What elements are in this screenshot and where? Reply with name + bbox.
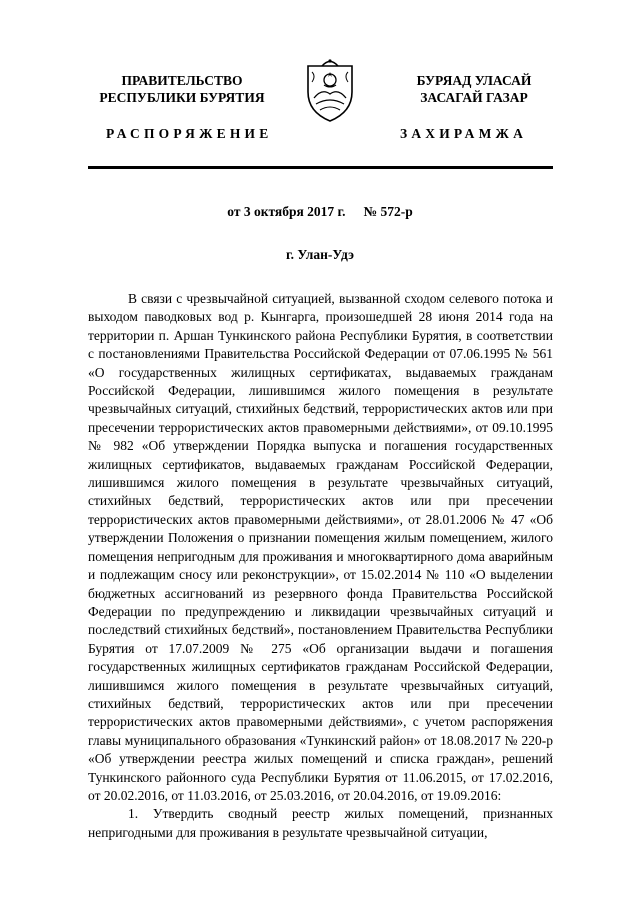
header-left-line2: РЕСПУБЛИКИ БУРЯТИЯ bbox=[99, 90, 265, 105]
header-right-line2: ЗАСАГАЙ ГАЗАР bbox=[420, 90, 528, 105]
document-type-russian: РАСПОРЯЖЕНИЕ bbox=[106, 126, 273, 141]
header-right-block bbox=[374, 72, 574, 106]
coat-of-arms-icon bbox=[302, 58, 358, 124]
document-city: г. Улан-Удэ bbox=[286, 247, 354, 262]
document-body bbox=[88, 290, 553, 842]
header-left-block bbox=[82, 72, 282, 106]
header-divider bbox=[88, 166, 553, 169]
paragraph-item-1: 1. Утвердить сводный реестр жилых помещений, признанных непригодными для проживания в результате чрезвычайной ситуации, bbox=[88, 806, 553, 840]
document-type-buryat: ЗАХИРАМЖА bbox=[400, 126, 528, 141]
header-left-line1: ПРАВИТЕЛЬСТВО bbox=[121, 73, 243, 88]
paragraph-preamble: В связи с чрезвычайной ситуацией, вызванной сходом селевого потока и выходом паводковых вод р. Кынгарга, произошедшей 28 июня 2014 года на территории п. Аршан Тункинского района Республики Бурятия, в соответствии с постановлениями Правительства Российской Федерации от 07.06.1995 № 561 «О государственных жилищных сертификатах, выдаваемых гражданам Российской Федерации, лишившимся жилого помещения в результате чрезвычайных ситуаций, стихийных бедствий, террористических актов или при пресечении террористических актов правомерными действиями», от 09.10.1995 № 982 «Об утверждении Порядка выпуска и погашения государственных жилищных сертификатов, выдаваемых гражданам Российской Федерации, лишившимся жилого помещения в результате чрезвычайных ситуаций, стихийных бедствий, террористических актов или при пресечении террористических актов правомерными действиями», от 28.01.2006 № 47 «Об утверждении Положения о признании помещения жилым помещением, жилого помещения непригодным для проживания и многоквартирного дома аварийным и подлежащим сносу или реконструкции», от 15.02.2014 № 110 «О выделении бюджетных ассигнований из резервного фонда Правительства Российской Федерации по предупреждению и ликвидации чрезвычайных ситуаций и последствий стихийных бедствий», постановлением Правительства Республики Бурятия от 17.07.2009 № 275 «Об организации выдачи и погашения государственных жилищных сертификатов гражданам Российской Федерации, лишившимся жилого помещения в результате чрезвычайных ситуаций, стихийных бедствий, террористических актов или при пресечении террористических актов правомерными действиями», с учетом распоряжения главы муниципального образования «Тункинский район» от 18.08.2017 № 220-р «Об утверждении реестра жилых помещений и списка граждан», решений Тункинского районного суда Республики Бурятия от 11.06.2015, от 17.02.2016, от 20.02.2016, от 11.03.2016, от 25.03.2016, от 20.04.2016, от 19.09.2016: bbox=[88, 291, 553, 803]
document-number: № 572-р bbox=[363, 204, 413, 219]
document-date: от 3 октября 2017 г. bbox=[227, 204, 346, 219]
document-meta bbox=[0, 204, 640, 220]
header-right-line1: БУРЯАД УЛАСАЙ bbox=[416, 73, 532, 88]
